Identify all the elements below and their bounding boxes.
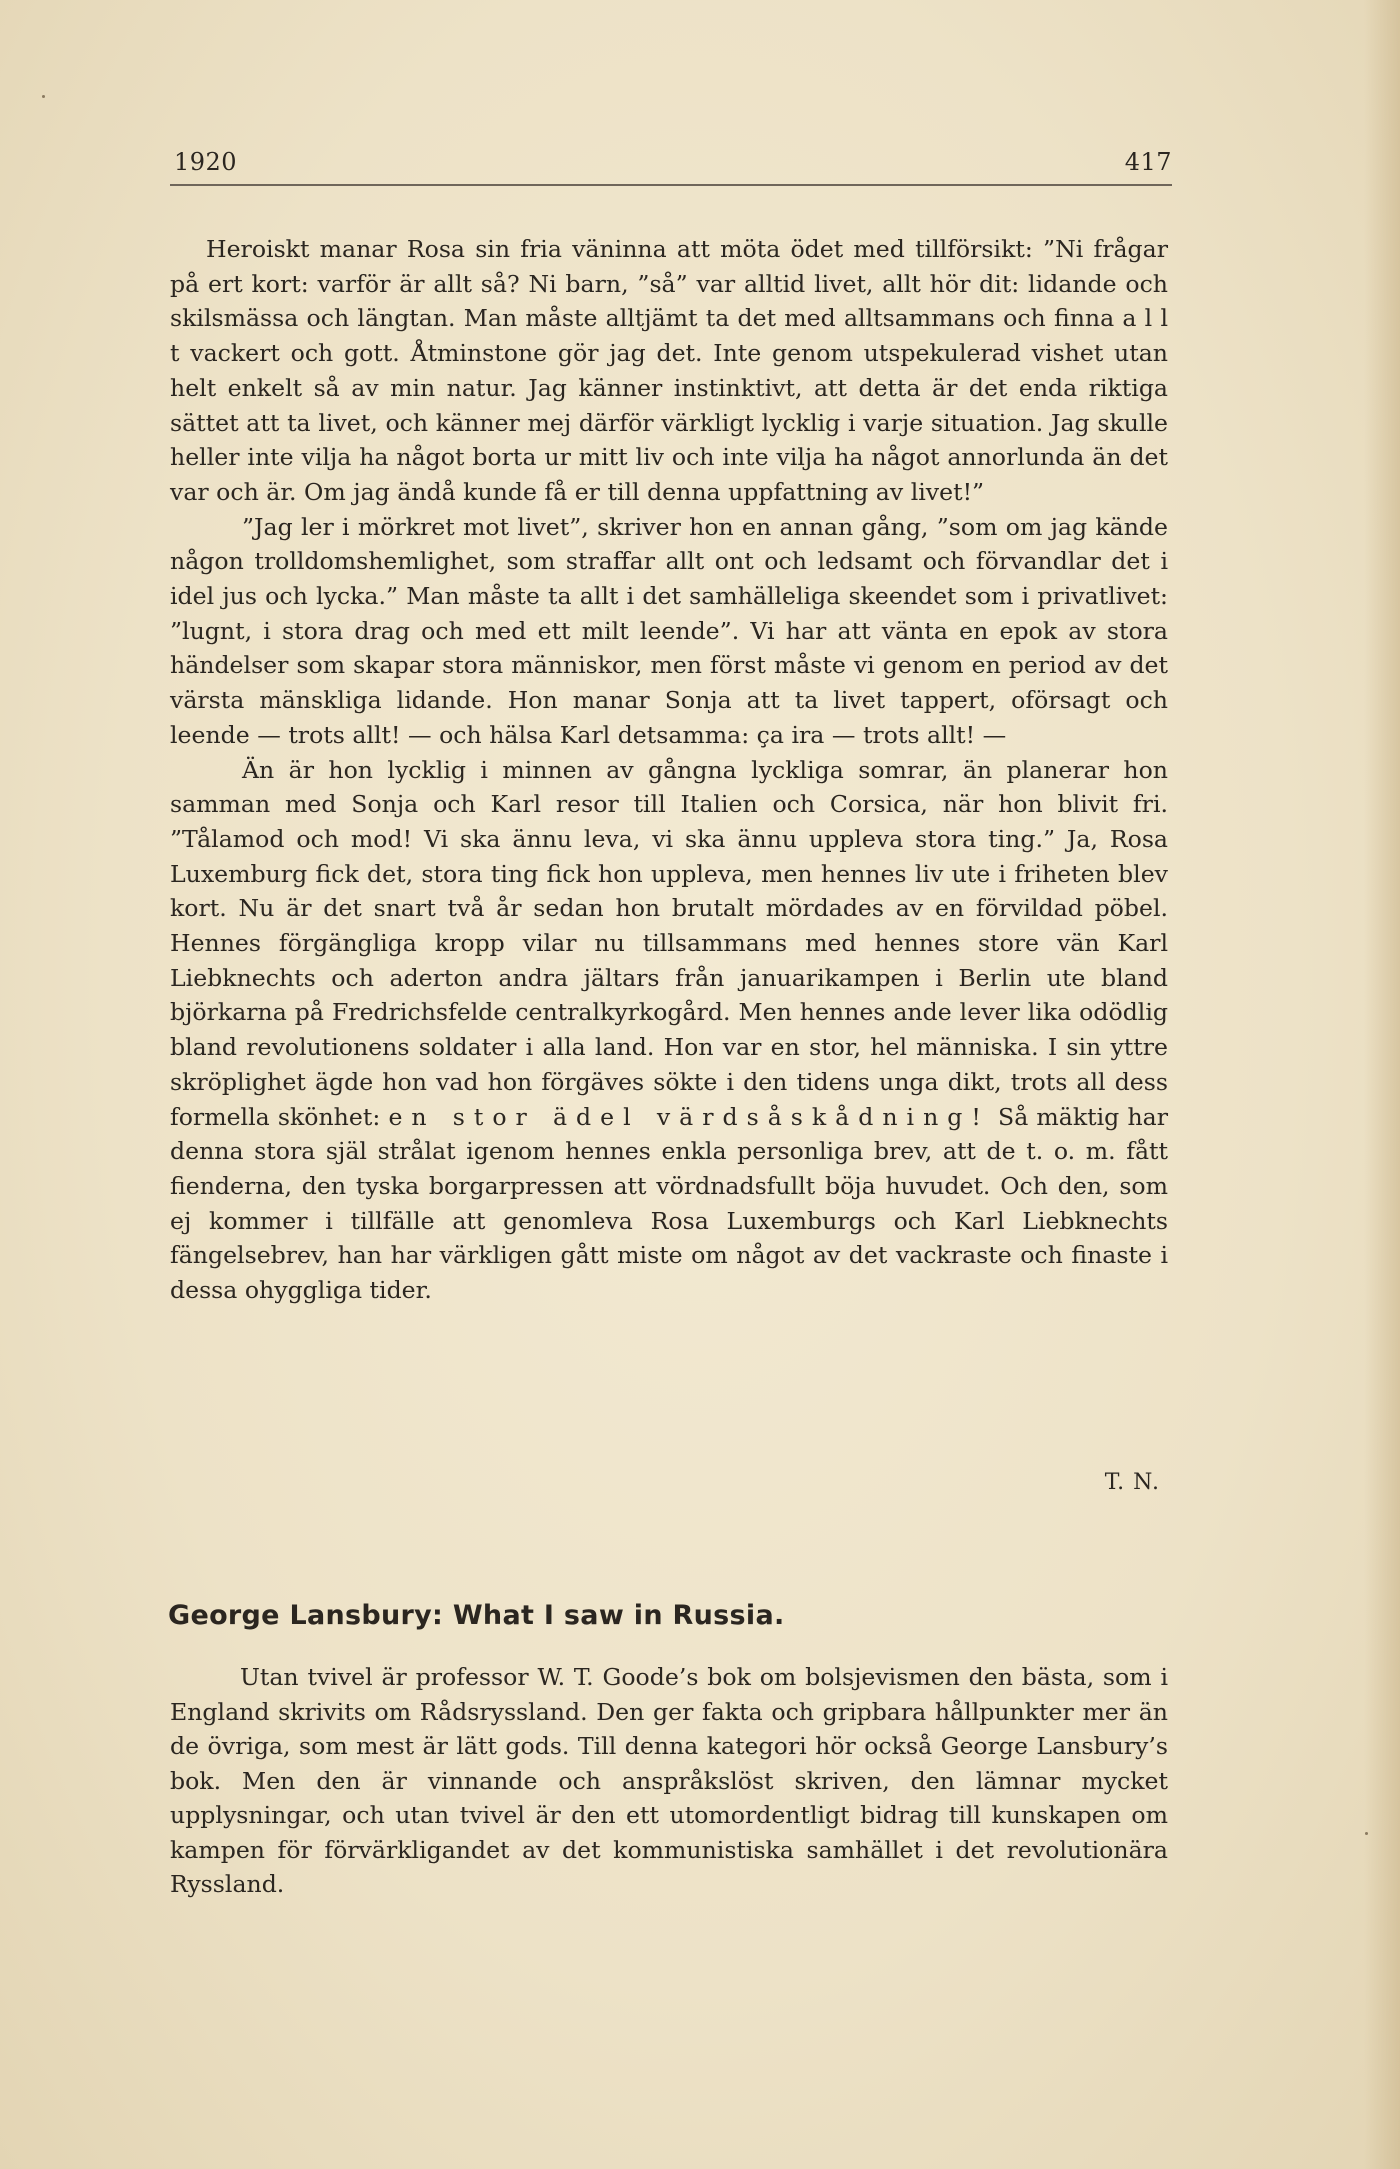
paper-speck <box>1365 1832 1368 1835</box>
article-rosa-luxemburg <box>170 232 1168 1308</box>
paragraph-3 <box>170 753 1168 1308</box>
paragraph-3-tail: Så mäktig har denna stora själ strålat igenom hennes enkla personliga brev, att de t. o. m. fått fienderna, den tyska borgarpressen att vördnadsfullt böja huvudet. Och den, som ej kommer i tillfälle att genomleva Rosa Luxemburgs och Karl Liebknechts fängelsebrev, han har värkligen gått miste om något av det vackraste och finaste i dessa ohyggliga tider. <box>170 1102 1168 1305</box>
review-title: George Lansbury: What I saw in Russia. <box>168 1600 785 1631</box>
paragraph-3-text: Än är hon lycklig i minnen av gångna lyckliga somrar, än planerar hon samman med Sonja och Karl resor till Italien och Corsica, när hon blivit fri. ”Tålamod och mod! Vi ska ännu leva, vi ska ännu uppleva stora ting.” Ja, Rosa Luxemburg fick det, stora ting fick hon uppleva, men hennes liv ute i friheten blev kort. Nu är det snart två år sedan hon brutalt mördades av en förvildad pöbel. Hennes förgängliga kropp vilar nu tillsammans med hennes store vän Karl Liebknechts och aderton andra jältars från januarikampen i Berlin ute bland björkarna på Fredrichsfelde centralkyrkogård. Men hennes ande lever lika odödlig bland revolutionens soldater i alla land. Hon var en stor, hel människa. I sin yttre skröplighet ägde hon vad hon förgäves sökte i den tidens unga dikt, trots all dess formella skönhet: <box>170 755 1168 1131</box>
paragraph-2: ”Jag ler i mörkret mot livet”, skriver hon en annan gång, ”som om jag kände någon trolldomshemlighet, som straffar allt ont och ledsamt och förvandlar det i idel jus och lycka.” Man måste ta allt i det samhälleliga skeendet som i privatlivet: ”lugnt, i stora drag och med ett milt leende”. Vi har att vänta en epok av stora händelser som skapar stora människor, men först måste vi genom en period av det värsta mänskliga lidande. Hon manar Sonja att ta livet tappert, oförsagt och leende — trots allt! — och hälsa Karl detsamma: ça ira — trots allt! — <box>170 512 1168 749</box>
paper-speck <box>42 95 45 98</box>
review-paragraph: Utan tvivel är professor W. T. Goode’s bok om bolsjevismen den bästa, som i England skrivits om Rådsryssland. Den ger fakta och gripbara hållpunkter mer än de övriga, som mest är lätt gods. Till denna kategori hör också George Lansbury’s bok. Men den är vinnande och anspråkslöst skriven, den lämnar mycket upplysningar, och utan tvivel är den ett utomordentligt bidrag till kunskapen om kampen för förvärkligandet av det kommunistiska samhället i det revolutionära Ryssland. <box>170 1663 1168 1898</box>
header-year: 1920 <box>174 148 238 176</box>
author-signature: T. N. <box>1104 1470 1160 1495</box>
page-number: 417 <box>1124 148 1172 176</box>
emphasized-phrase: en stor ädel värdsåskådning! <box>388 1102 990 1131</box>
article-lansbury-review <box>170 1660 1168 1902</box>
paragraph-1: Heroiskt manar Rosa sin fria väninna att möta ödet med tillförsikt: ”Ni frågar på ert kort: varför är allt så? Ni barn, ”så” var alltid livet, allt hör dit: lidande och skilsmässa och längtan. Man måste alltjämt ta det med alltsammans och finna a l l t vackert och gott. Åtminstone gör jag det. Inte genom utspekulerad vishet utan helt enkelt så av min natur. Jag känner instinktivt, att detta är det enda riktiga sättet att ta livet, och känner mej därför värkligt lycklig i varje situation. Jag skulle heller inte vilja ha något borta ur mitt liv och inte vilja ha något annorlunda än det var och är. Om jag ändå kunde få er till denna uppfattning av livet!” <box>170 235 1168 506</box>
page-header <box>170 144 1172 186</box>
paper-edge-shading <box>1364 0 1400 2169</box>
